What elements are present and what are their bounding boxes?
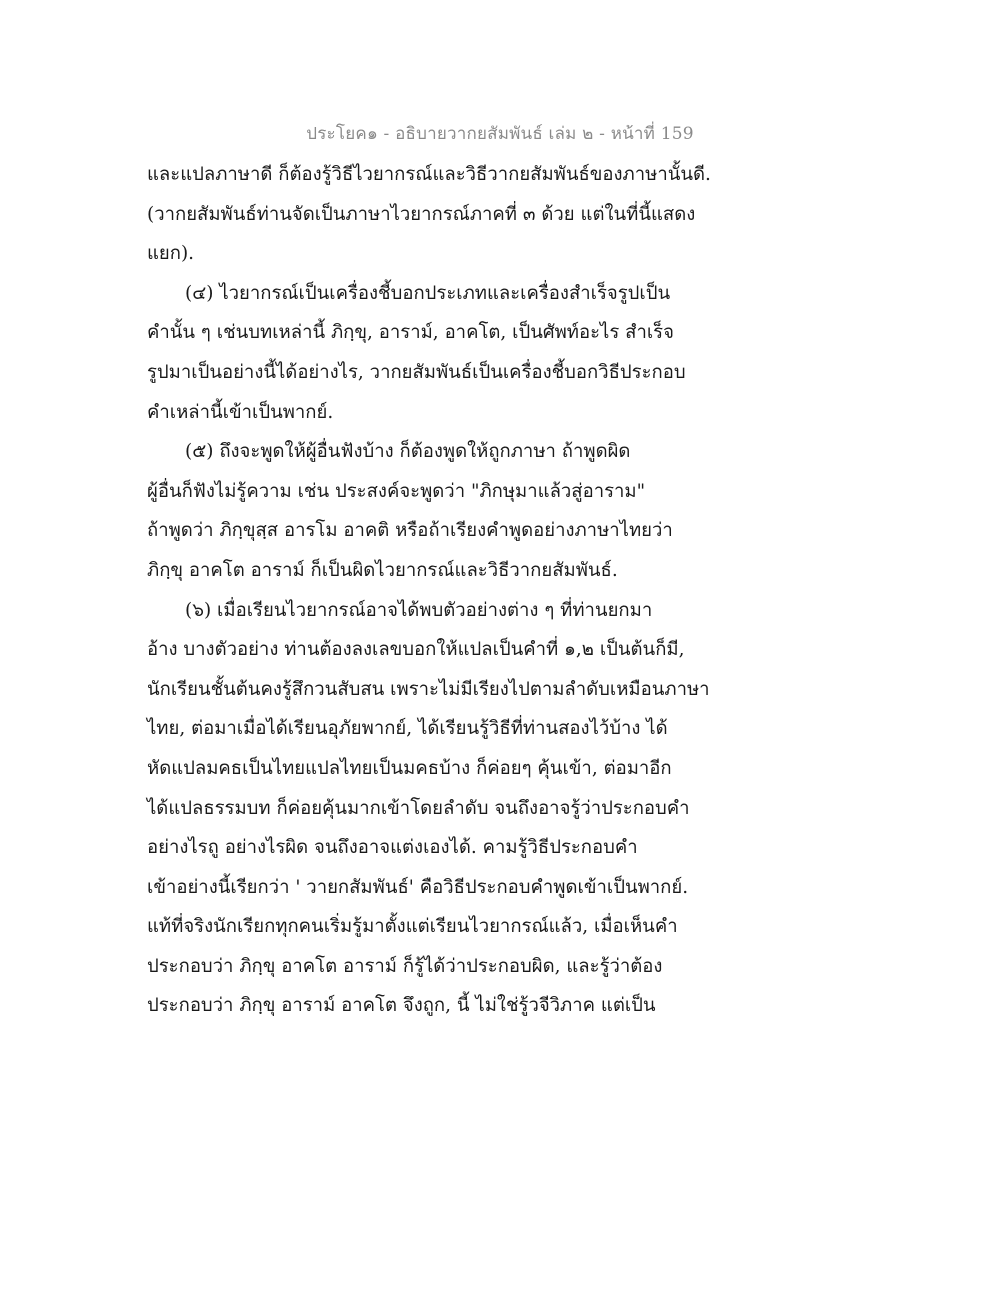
- text-line: คำเหล่านี้เข้าเป็นพากย์.: [147, 401, 334, 423]
- text-line: ภิกฺขุ อาคโต อาราม์ ก็เป็นผิดไวยากรณ์และวิธีวากยสัมพันธ์.: [147, 559, 618, 581]
- text-line: ประกอบว่า ภิกฺขุ อาคโต อาราม์ ก็รู้ได้ว่าประกอบผิด, และรู้ว่าต้อง: [147, 955, 663, 977]
- text-line: อย่างไรถู อย่างไรผิด จนถึงอาจแต่งเองได้. คามรู้วิธีประกอบคำ: [147, 837, 638, 859]
- text-line: เข้าอย่างนี้เรียกว่า ' วายกสัมพันธ์' คือวิธีประกอบคำพูดเข้าเป็นพากย์.: [147, 876, 689, 898]
- text-line: ผู้อื่นก็ฟังไม่รู้ความ เช่น ประสงค์จะพูดว่า "ภิกษุมาแล้วสู่อาราม": [147, 480, 646, 502]
- body-text: [147, 155, 747, 1026]
- text-line: คำนั้น ๆ เช่นบทเหล่านี้ ภิกฺขุ, อาราม์, อาคโต, เป็นศัพท์อะไร สำเร็จ: [147, 322, 674, 344]
- text-line: ได้แปลธรรมบท ก็ค่อยคุ้นมากเข้าโดยลำดับ จนถึงอาจรู้ว่าประกอบคำ: [147, 797, 690, 819]
- text-line: (๕) ถึงจะพูดให้ผู้อื่นฟังบ้าง ก็ต้องพูดให้ถูกภาษา ถ้าพูดผิด: [185, 441, 631, 463]
- text-line: แยก).: [147, 243, 195, 265]
- text-line: นักเรียนชั้นต้นคงรู้สึกวนสับสน เพราะไม่มีเรียงไปตามลำดับเหมือนภาษา: [147, 678, 710, 700]
- text-line: (๖) เมื่อเรียนไวยากรณ์อาจได้พบตัวอย่างต่าง ๆ ที่ท่านยกมา: [185, 599, 653, 621]
- text-line: แท้ที่จริงนักเรียกทุกคนเริ่มรู้มาตั้งแต่เรียนไวยากรณ์แล้ว, เมื่อเห็นคำ: [147, 916, 678, 938]
- text-line: ถ้าพูดว่า ภิกฺขุสฺส อารโม อาคติ หรือถ้าเรียงคำพูดอย่างภาษาไทยว่า: [147, 520, 673, 542]
- text-line: หัดแปลมคธเป็นไทยแปลไทยเป็นมคธบ้าง ก็ค่อยๆ คุ้นเข้า, ต่อมาอีก: [147, 757, 672, 779]
- page-header: ประโยค๑ - อธิบายวากยสัมพันธ์ เล่ม ๒ - หน้าที่ 159: [306, 124, 694, 144]
- text-line: อ้าง บางตัวอย่าง ท่านต้องลงเลขบอกให้แปลเป็นคำที่ ๑,๒ เป็นต้นก็มี,: [147, 639, 685, 661]
- text-line: ไทย, ต่อมาเมื่อได้เรียนอุภัยพากย์, ได้เรียนรู้วิธีที่ท่านสองไว้บ้าง ได้: [147, 718, 668, 740]
- text-line: (๔) ไวยากรณ์เป็นเครื่องชี้บอกประเภทและเครื่องสำเร็จรูปเป็น: [185, 282, 671, 304]
- text-line: และแปลภาษาดี ก็ต้องรู้วิธีไวยากรณ์และวิธีวากยสัมพันธ์ของภาษานั้นดี.: [147, 164, 711, 185]
- text-line: ประกอบว่า ภิกฺขุ อาราม์ อาคโต จึงถูก, นี้ ไม่ใช่รู้วจีวิภาค แต่เป็น: [147, 995, 656, 1017]
- text-line: รูปมาเป็นอย่างนี้ได้อย่างไร, วากยสัมพันธ์เป็นเครื่องชี้บอกวิธีประกอบ: [147, 361, 686, 383]
- text-line: (วากยสัมพันธ์ท่านจัดเป็นภาษาไวยากรณ์ภาคที่ ๓ ด้วย แต่ในที่นี้แสดง: [147, 203, 696, 225]
